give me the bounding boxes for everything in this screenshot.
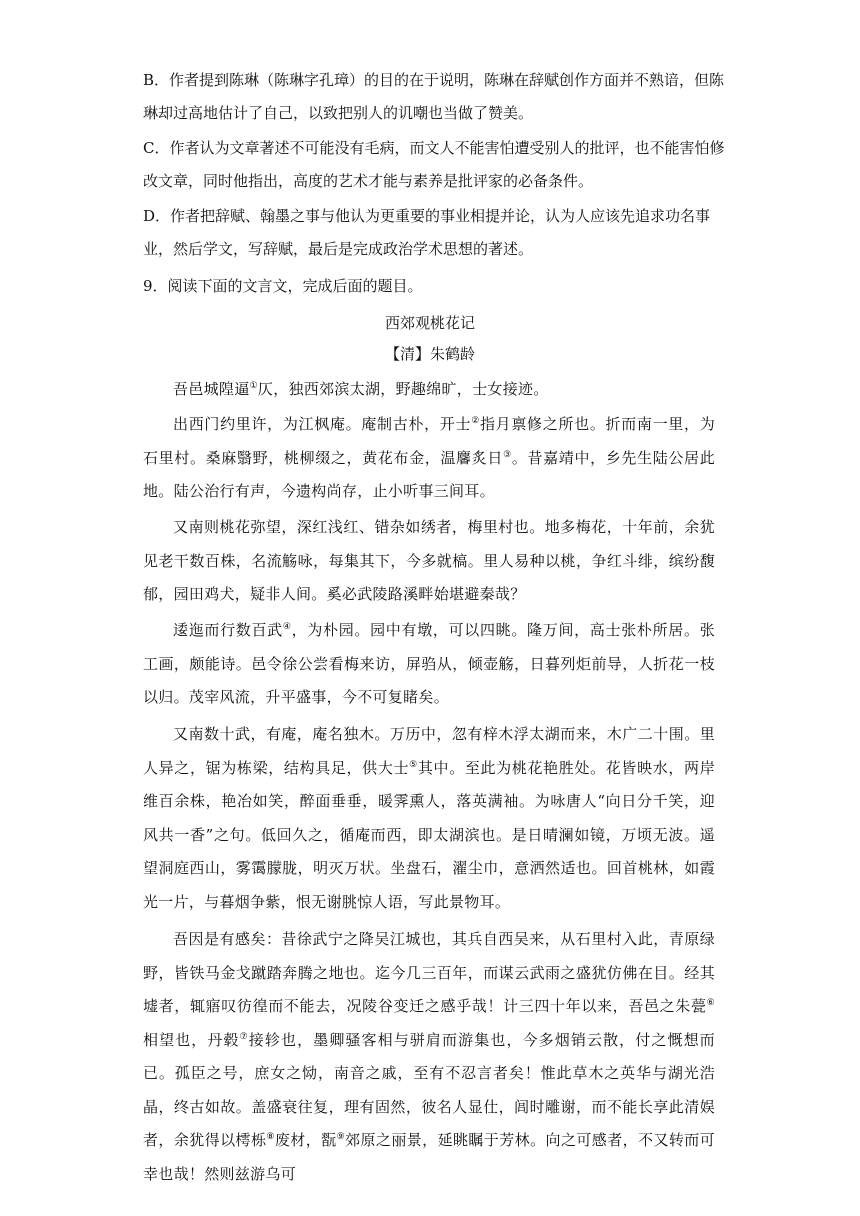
essay-paragraph-5: 又南数十武，有庵，庵名独木。万历中，忽有梓木浮太湖而来，木广二十围。里人异之，锯为栋梁，结构具足，供大士⑤其中。至此为桃花艳胜处。花皆映水，两岸维百余株，艳冶如笑，醉面垂垂，暖霁熏人，落英满袖。为咏唐人“向日分千笑，迎风共一香”之句。低回久之，循庵而西，即太湖滨也。是日晴澜如镜，万顷无波。遥望洞庭西山，雾霭朦胧，明灭万状。坐盘石，濯尘巾，意洒然适也。回首桃林，如霞光一片，与暮烟争紫，恨无谢朓惊人语，写此景物耳。 [143, 725, 715, 911]
option-d: D．作者把辞赋、翰墨之事与他认为更重要的事业相提并论，认为人应该先追求功名事业，然后学文，写辞赋，最后是完成政治学术思想的著述。 [143, 207, 711, 258]
footnote-marker: ⑨ [336, 1132, 346, 1142]
footnote-marker: ③ [503, 449, 512, 460]
question-9-prompt: 9．阅读下面的文言文，完成后面的题目。 [143, 277, 423, 295]
essay-paragraph-1: 吾邑城隍逼①仄，独西郊滨太湖，野趣绵旷，士女接迹。 [173, 380, 549, 398]
option-c: C．作者认为文章著述不可能没有毛病，而文人不能害怕遭受别人的批评，也不能害怕修改文章，同时他指出，高度的艺术才能与素养是批评家的必备条件。 [143, 139, 725, 190]
essay-title: 西郊观桃花记 [384, 314, 475, 332]
essay-author: 【清】朱鹤龄 [384, 345, 475, 363]
footnote-marker: ⑤ [409, 759, 418, 770]
footnote-marker: ⑥ [706, 998, 715, 1008]
footnote-marker: ⑦ [239, 1031, 249, 1042]
essay-paragraph-2: 出西门约里许，为江枫庵。庵制古朴，开士②指月禀修之所也。折而南一里，为石里村。桑麻翳野，桃柳缀之，黄花布金，温麘炙日③。昔嘉靖中，乡先生陆公居此地。陆公治行有声，今遗构尚存，止小听事三间耳。 [143, 415, 716, 500]
footnote-marker: ⑧ [266, 1132, 275, 1142]
essay-paragraph-6: 吾因是有感矣：昔徐武宁之降吴江城也，其兵自西吴来，从石里村入此，青原绿野，皆铁马金戈蹴踏奔腾之地也。迄今几三百年，而谋云武雨之盛犹仿佛在目。经其墟者，辄寤叹彷徨而不能去，况陵谷变迁之感乎哉！计三四十年以来，吾邑之朱甍⑥相望也，丹毂⑦接轸也，墨卿骚客相与骈肩而游集也，今多烟销云散，付之慨想而已。孤臣之号，庶女之恸，南音之戚，至有不忍言者矣！惟此草木之英华与湖光浩晶，终古如故。盖盛衰往复，理有固然，彼名人显仕，闾时雕谢，而不能长享此清娱者，余犹得以樗栎⑧废材，翫⑨郊原之丽景，延眺瞩于芳林。向之可感者，不又转而可幸也哉！然则兹游乌可 [143, 930, 716, 1183]
essay-paragraph-4: 逶迤而行数百武④，为朴园。园中有墩，可以四眺。隆万间，高士张朴所居。张工画，颇能诗。邑令徐公尝看梅来访，屏驺从，倾壶觞，日暮列炬前导，人折花一枝以归。茂宰风流，升平盛事，今不可复睹矣。 [143, 621, 715, 706]
footnote-marker: ④ [282, 622, 292, 632]
footnote-marker: ② [471, 416, 480, 426]
essay-paragraph-3: 又南则桃花弥望，深红浅红、错杂如绣者，梅里村也。地多梅花，十年前，余犹见老干数百株，名流觞咏，每集其下，今多就槁。里人易种以桃，争红斗绯，缤纷馥郁，园田鸡犬，疑非人间。奚必武陵路溪畔始堪避秦哉？ [143, 518, 715, 603]
footnote-marker: ① [249, 381, 258, 391]
option-b: B．作者提到陈琳（陈琳字孔璋）的目的在于说明，陈琳在辞赋创作方面并不熟谙，但陈琳却过高地估计了自己，以致把别人的讥嘲也当做了赞美。 [143, 71, 725, 122]
